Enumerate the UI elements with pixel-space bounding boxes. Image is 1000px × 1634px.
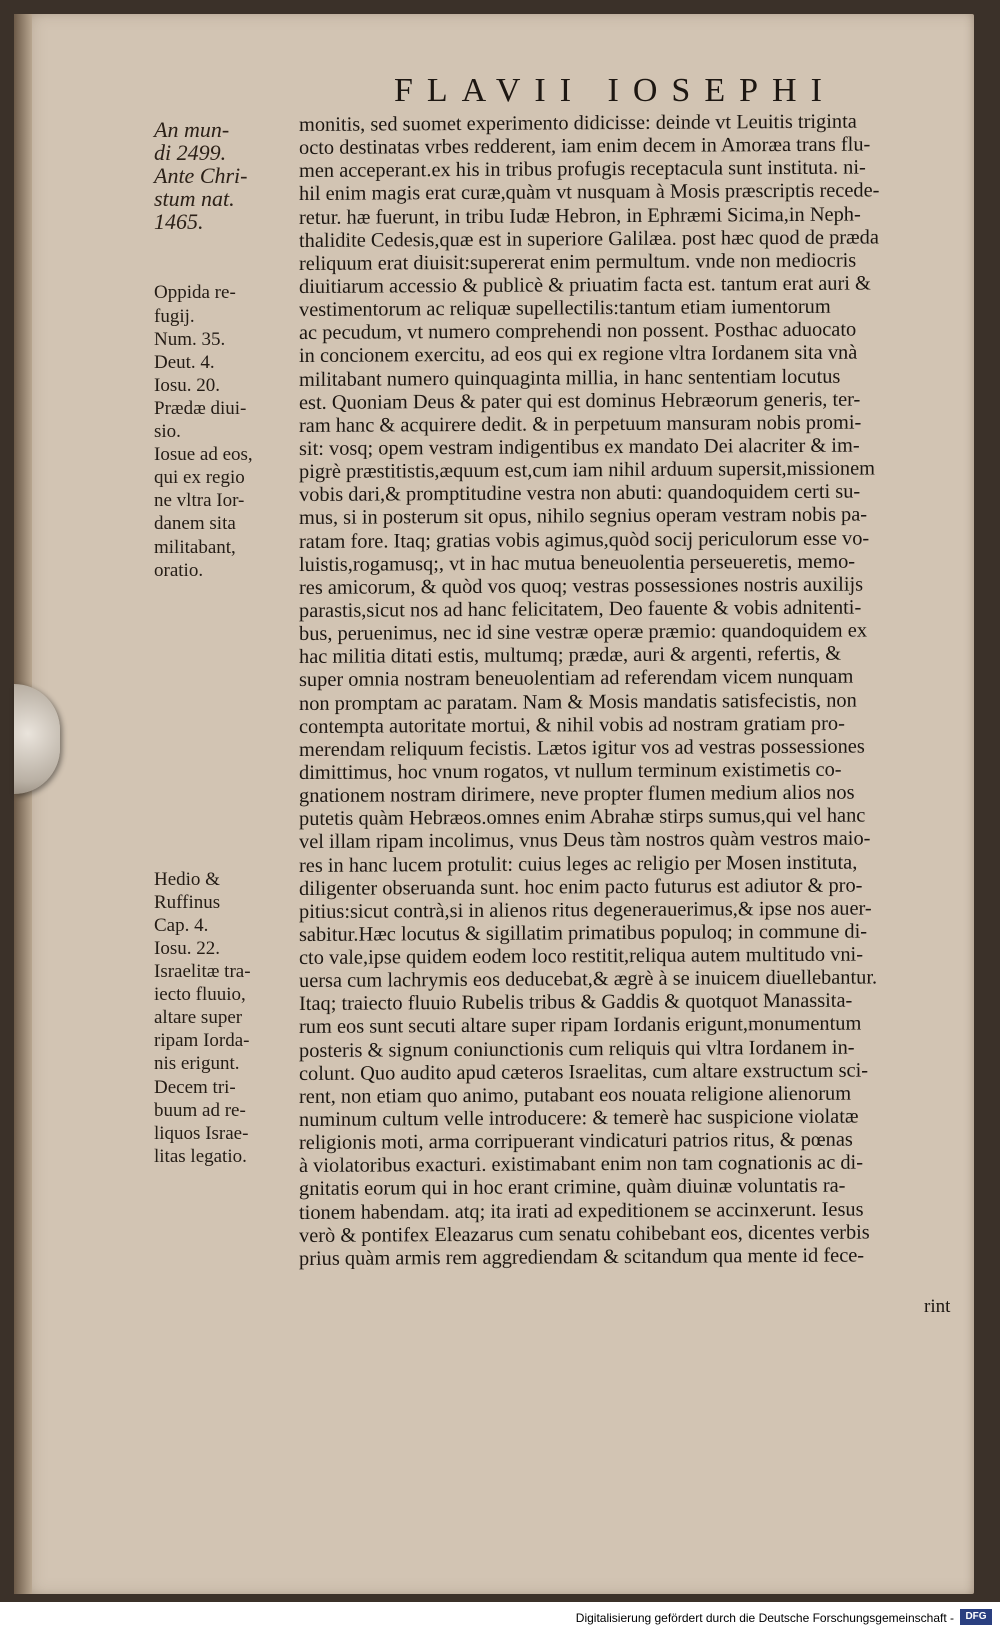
body-line: diuitiarum accessio & publicè & priuatim facta est. tantum erat auri & (299, 272, 871, 298)
margin-note-line: iecto fluuio, (154, 984, 246, 1006)
page-gutter (14, 14, 32, 1594)
body-line: vobis dari,& promptitudine vestra non abuti: quandoquidem certi su- (299, 480, 861, 507)
body-line: thalidite Cedesis,quæ est in superiore Galilæa. post hæc quod de præda (299, 226, 879, 252)
margin-note-line: danem sita (154, 513, 236, 535)
margin-note-line: Num. 35. (154, 328, 226, 350)
body-line: luistis,rogamusq;, vt in hac mutua beneuolentia perseueretis, memo- (299, 550, 856, 576)
margin-note-line: fugij. (154, 305, 195, 327)
margin-note-line: litas legatio. (154, 1145, 247, 1167)
body-text (299, 110, 974, 1271)
margin-note-line: Israelitæ tra- (154, 961, 251, 983)
margin-group-altar (154, 868, 294, 1168)
margin-note-line: Cap. 4. (154, 914, 209, 936)
body-line: gnationem nostram dirimere, neve propter flumen medium alios nos (299, 781, 855, 808)
body-line: est. Quoniam Deus & pater qui est dominus Hebræorum generis, ter- (299, 388, 861, 414)
body-line: religionis moti, arma corripuerant vindicaturi patrios ritus, & pœnas (299, 1128, 853, 1155)
body-line: rum eos sunt secuti altare super ripam Iordanis erigunt,monumentum (299, 1013, 862, 1039)
running-head: FLAVII IOSEPHI (394, 72, 836, 109)
body-line: non promptam ac paratam. Nam & Mosis mandatis satisfecistis, non (299, 689, 857, 715)
body-line: à violatoribus exacturi. existimabant enim non tam cognationis ac di- (299, 1151, 863, 1178)
body-line: cto vale,ipse quidem eodem loco restitit,reliqua autem multitudo vni- (299, 943, 863, 970)
body-line: Itaq; traiecto fluuio Rubelis tribus & Gaddis & quotquot Manassita- (299, 989, 853, 1016)
body-line: diligenter obseruanda sunt. hoc enim pacto futurus est adiutor & pro- (299, 874, 863, 900)
body-line: parastis,sicut nos ad hanc felicitatem, Deo fauente & vobis adnitenti- (299, 596, 862, 622)
body-line: dimittimus, hoc vnum rogatos, vt nullum terminum existimetis co- (299, 758, 842, 784)
margin-note-line: buum ad re- (154, 1099, 246, 1121)
body-line: mus, si in posterum sit opus, nihilo segnius operam vestram nobis pa- (299, 503, 868, 530)
handwritten-note-line: di 2499. (154, 140, 227, 166)
body-line: monitis, sed suomet experimento didicisse: deinde vt Leuitis triginta (299, 110, 857, 136)
body-line: gnitatis eorum qui in hoc erant crimine, quàm diuinæ voluntatis ra- (299, 1175, 846, 1201)
body-line: colunt. Quo audito apud cæteros Israelitas, cum altare exstructum sci- (299, 1059, 869, 1085)
body-line: posteris & signum coniunctionis cum reliquis qui vltra Iordanem in- (299, 1036, 855, 1062)
handwritten-note-line: An mun- (154, 117, 230, 142)
margin-note-line: sio. (154, 421, 181, 443)
body-line: vel illam ripam incolimus, vnus Deus tàm nostros quàm vestros maio- (299, 827, 871, 854)
body-line: super omnia nostram beneuolentiam ad referendam vicem nunquam (299, 665, 854, 692)
footer-bar (0, 1602, 1000, 1634)
body-line: ac pecudum, vt numero comprehendi non possent. Posthac aduocato (299, 318, 857, 345)
body-line: militabant numero quinquaginta millia, in hanc sententiam locutus (299, 365, 841, 391)
book-page (14, 14, 974, 1594)
body-line: in concionem exercitu, ad eos qui ex regione vltra Iordanem sita vnà (299, 341, 858, 368)
margin-group-refuge (154, 281, 294, 581)
margin-note-line: qui ex regio (154, 467, 245, 489)
body-line: tionem habendam. atq; ita irati ad expeditionem se accinxerunt. Iesus (299, 1198, 864, 1224)
margin-note-line: oratio. (154, 559, 204, 581)
body-line: putetis quàm Hebræos.omnes enim Abrahæ stirps sumus,qui vel hanc (299, 804, 866, 831)
margin-note-line: ripam Iorda- (154, 1030, 250, 1052)
body-line: verò & pontifex Eleazarus cum senatu cohibebant eos, dicentes verbis (299, 1221, 870, 1247)
margin-note-line: Prædæ diui- (154, 397, 247, 419)
margin-note-line: Hedio & (154, 868, 220, 890)
body-line: retur. hæ fuerunt, in tribu Iudæ Hebron, in Ephræmi Sicima,in Neph- (299, 203, 861, 229)
margin-note-line: Oppida re- (154, 282, 236, 304)
handwritten-note-line: Ante Chri- (154, 163, 248, 189)
body-line: rent, non etiam quo animo, putabant eos nouata religione alienorum (299, 1082, 852, 1108)
body-line: hil enim magis erat curæ,quàm vt nusquam à Mosis præscriptis recede- (299, 179, 880, 206)
margin-notes (154, 118, 294, 1168)
body-line: ram hanc & acquirere dedit. & in perpetuum mansuram nobis promi- (299, 411, 862, 437)
body-line: numinum cultum velle introducere: & temerè hac suspicione violatæ (299, 1105, 859, 1132)
margin-note-line: Iosu. 20. (154, 374, 220, 396)
margin-note-line: Ruffinus (154, 891, 221, 913)
body-line: vestimentorum ac reliquæ supellectilis:tantum etiam iumentorum (299, 295, 831, 322)
margin-note-line: liquos Israe- (154, 1122, 249, 1144)
margin-note-line: Iosu. 22. (154, 937, 220, 959)
margin-group-date (154, 118, 294, 233)
body-line: pitius:sicut contrà,si in alienos ritus degenerauerimus,& ipse nos auer- (299, 897, 872, 923)
body-line: prius quàm armis rem aggrediendam & scitandum qua mente id fece- (299, 1244, 865, 1270)
body-line: reliquum erat diuisit:supererat enim permultum. vnde non mediocris (299, 249, 857, 275)
body-line: uersa cum lachrymis eos deducebat,& ægrè à se inuicem diuellebantur. (299, 966, 878, 993)
footer-credit: Digitalisierung gefördert durch die Deutsche Forschungsgemeinschaft - (575, 1611, 954, 1625)
body-line: octo destinatas vrbes redderent, iam enim decem in Amoræa trans flu- (299, 133, 871, 160)
margin-note-line: Deut. 4. (154, 351, 215, 373)
body-line: ratam fore. Itaq; gratias vobis agimus,quòd socij periculorum esse vo- (299, 527, 870, 553)
body-line: hac militia ditati estis, multumq; prædæ, auri & argenti, refertis, & (299, 642, 842, 669)
margin-note-line: Decem tri- (154, 1076, 236, 1098)
dfg-logo: DFG (960, 1609, 992, 1625)
body-line: merendam reliquum fecistis. Lætos igitur vos ad vestras possessiones (299, 735, 865, 761)
body-line: men acceperant.ex his in tribus profugis receptacula sunt instituta. ni- (299, 156, 866, 183)
catchword: rint (924, 1296, 951, 1317)
margin-note-line: ne vltra Ior- (154, 490, 245, 512)
margin-note-line: nis erigunt. (154, 1053, 240, 1075)
body-line: bus, peruenimus, nec id sine vestræ operæ præmio: quandoquidem ex (299, 619, 868, 646)
handwritten-note-line: stum nat. (154, 186, 235, 212)
margin-note-line: altare super (154, 1007, 243, 1029)
body-line: pigrè præstitistis,æquum est,cum iam nihil arduum supersit,missionem (299, 457, 876, 484)
body-line: res in hanc lucem protulit: cuius leges ac religio per Mosen instituta, (299, 851, 858, 877)
body-line: sabitur.Hæc locutus & sigillatim primatibus populoq; in commune di- (299, 920, 868, 946)
body-line: contempta autoritate mortui, & nihil vobis ad nostram gratiam pro- (299, 712, 845, 738)
clasp-tab (14, 684, 60, 794)
margin-note-line: militabant, (154, 536, 236, 558)
body-line: sit: vosq; opem vestram indigentibus ex mandato Dei alacriter & im- (299, 434, 860, 460)
margin-note-line: Iosue ad eos, (154, 444, 253, 466)
handwritten-note-line: 1465. (154, 209, 204, 235)
body-line: res amicorum, & quòd vos quoq; vestras possessiones nostris auxilijs (299, 573, 864, 599)
